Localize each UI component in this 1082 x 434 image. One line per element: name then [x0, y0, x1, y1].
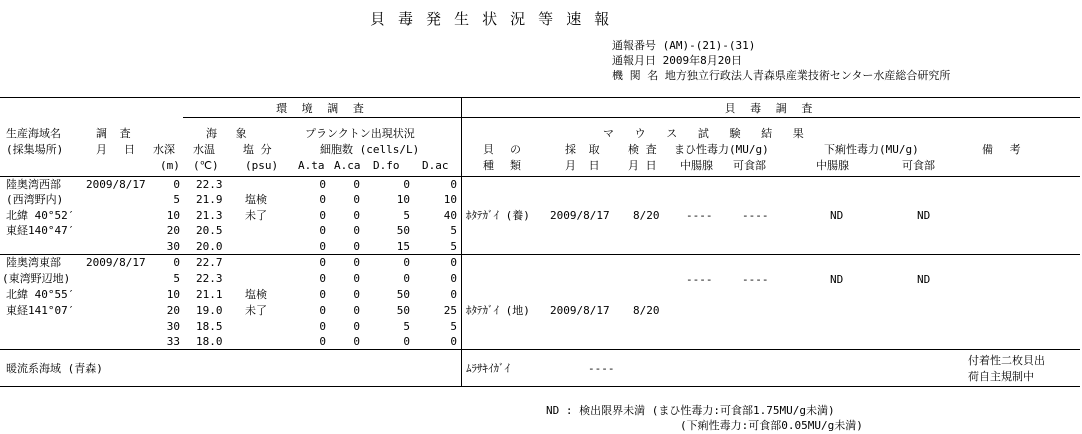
ata-cell: 0: [319, 335, 326, 348]
aca-cell: 0: [353, 256, 360, 269]
salinity-cell: 未了: [245, 304, 267, 317]
ata-cell: 0: [319, 256, 326, 269]
warm-value: ----: [588, 362, 615, 375]
remarks-header: 備 考: [982, 143, 1026, 156]
dfo-cell: 0: [403, 335, 410, 348]
depth-cell: 10: [166, 288, 180, 301]
dsp-header: 下痢性毒力(MU/g): [824, 143, 919, 156]
sampling-place-header: (採集場所): [6, 143, 64, 156]
ata-cell: 0: [319, 320, 326, 333]
shell-header-d: 類: [510, 159, 521, 172]
section2-longitude: 東経141°07′: [6, 304, 75, 317]
species-ata-header: A.ta: [298, 159, 325, 172]
psp-midgut-cell: ----: [686, 273, 713, 286]
section1-area-name: 陸奥湾西部: [6, 178, 61, 191]
temp-cell: 18.5: [196, 320, 223, 333]
ata-cell: 0: [319, 178, 326, 191]
section1-latitude: 北緯 40°52′: [6, 209, 75, 222]
warm-remark-line2: 荷自主規制中: [968, 370, 1034, 383]
ata-cell: 0: [319, 288, 326, 301]
shell-species-cell: ﾎﾀﾃｶﾞｲ (地): [466, 304, 530, 317]
collect-date-cell: 2009/8/17: [550, 209, 610, 222]
dfo-cell: 15: [396, 240, 410, 253]
warm-area-name: 暖流系海域 (青森): [6, 362, 103, 375]
temp-header: 水温: [193, 143, 215, 156]
depth-cell: 10: [166, 209, 180, 222]
psp-midgut-cell: ----: [686, 209, 713, 222]
depth-cell: 33: [166, 335, 180, 348]
warm-species: ﾑﾗｻｷｲｶﾞｲ: [466, 362, 510, 375]
survey-header: 調 査: [96, 127, 134, 140]
dsp-edible-cell: ND: [917, 273, 931, 286]
dac-cell: 5: [450, 224, 457, 237]
section2-survey-date: 2009/8/17: [86, 256, 146, 269]
aca-cell: 0: [353, 304, 360, 317]
collect-date-cell: 2009/8/17: [550, 304, 610, 317]
dac-cell: 25: [443, 304, 457, 317]
dfo-cell: 0: [403, 272, 410, 285]
dfo-cell: 50: [396, 288, 410, 301]
dac-cell: 0: [450, 288, 457, 301]
dac-cell: 0: [450, 335, 457, 348]
psp-edible-cell: ----: [742, 273, 769, 286]
ata-cell: 0: [319, 304, 326, 317]
dfo-cell: 0: [403, 178, 410, 191]
dsp-midgut-header: 中腸腺: [816, 159, 849, 172]
section2-area-name: 陸奥湾東部: [6, 256, 61, 269]
depth-header: 水深: [153, 143, 175, 156]
day-header: 日: [124, 143, 135, 156]
temp-cell: 20.5: [196, 224, 223, 237]
salinity-cell: 塩検: [245, 193, 267, 206]
species-dac-header: D.ac: [422, 159, 449, 172]
salinity-cell: 塩検: [245, 288, 267, 301]
shell-header-a: 貝: [483, 143, 494, 156]
depth-cell: 20: [166, 304, 180, 317]
report-number: 通報番号 (AM)-(21)-(31): [612, 39, 756, 52]
psp-header: まひ性毒力(MU/g): [674, 143, 769, 156]
section-divider-1: [0, 254, 1080, 255]
shell-header-b: の: [510, 143, 521, 156]
section1-place: (西湾野内): [6, 193, 64, 206]
salinity-header: 塩 分: [243, 143, 272, 156]
aca-cell: 0: [353, 224, 360, 237]
psp-midgut-header: 中腸腺: [680, 159, 713, 172]
temp-cell: 19.0: [196, 304, 223, 317]
dfo-cell: 0: [403, 256, 410, 269]
salinity-unit: (psu): [245, 159, 279, 172]
temp-cell: 22.7: [196, 256, 223, 269]
area-name-header: 生産海域名: [6, 127, 61, 140]
ata-cell: 0: [319, 209, 326, 222]
aca-cell: 0: [353, 193, 360, 206]
dac-cell: 0: [450, 178, 457, 191]
dfo-cell: 5: [403, 209, 410, 222]
dac-cell: 5: [450, 320, 457, 333]
depth-cell: 0: [173, 178, 180, 191]
temp-cell: 22.3: [196, 178, 223, 191]
temp-cell: 20.0: [196, 240, 223, 253]
temp-cell: 22.3: [196, 272, 223, 285]
table-top-border: [0, 97, 1080, 98]
depth-cell: 5: [173, 193, 180, 206]
depth-cell: 0: [173, 256, 180, 269]
collect-header: 採 取: [565, 143, 603, 156]
species-dfo-header: D.fo: [373, 159, 400, 172]
dac-cell: 0: [450, 272, 457, 285]
env-survey-header: 環 境 調 査: [276, 102, 368, 115]
temp-cell: 21.9: [196, 193, 223, 206]
depth-unit: (m): [160, 159, 180, 172]
depth-cell: 30: [166, 320, 180, 333]
mouse-test-header: マ ウ ス 試 験 結 果: [603, 127, 811, 140]
depth-cell: 20: [166, 224, 180, 237]
depth-cell: 30: [166, 240, 180, 253]
section1-survey-date: 2009/8/17: [86, 178, 146, 191]
dac-cell: 40: [443, 209, 457, 222]
section2-latitude: 北緯 40°55′: [6, 288, 75, 301]
inspect-date-cell: 8/20: [633, 304, 660, 317]
aca-cell: 0: [353, 178, 360, 191]
inspect-date-cell: 8/20: [633, 209, 660, 222]
warm-remark-line1: 付着性二枚貝出: [968, 354, 1045, 367]
temp-unit: (℃): [193, 159, 219, 172]
temp-cell: 18.0: [196, 335, 223, 348]
temp-cell: 21.1: [196, 288, 223, 301]
dsp-edible-cell: ND: [917, 209, 931, 222]
header-bottom-border: [0, 176, 1080, 177]
aca-cell: 0: [353, 209, 360, 222]
shellfish-subheader-line: [461, 117, 1080, 118]
ata-cell: 0: [319, 224, 326, 237]
dsp-midgut-cell: ND: [830, 209, 844, 222]
inspect-header: 検 査: [628, 143, 657, 156]
section2-place: (東湾野辺地): [2, 272, 71, 285]
ata-cell: 0: [319, 193, 326, 206]
dfo-cell: 50: [396, 224, 410, 237]
dfo-cell: 5: [403, 320, 410, 333]
footnote-line1: ND : 検出限界未満 (まひ性毒力:可食部1.75MU/g未満): [546, 404, 835, 417]
page-title: 貝 毒 発 生 状 況 等 速 報: [370, 10, 612, 28]
env-subheader-line: [183, 117, 461, 118]
section1-longitude: 東経140°47′: [6, 224, 75, 237]
shell-header-c: 種: [483, 159, 494, 172]
dsp-midgut-cell: ND: [830, 273, 844, 286]
dsp-edible-header: 可食部: [902, 159, 935, 172]
footnote-line2: (下痢性毒力:可食部0.05MU/g未満): [680, 419, 863, 432]
sea-condition-header: 海 象: [206, 127, 253, 140]
depth-cell: 5: [173, 272, 180, 285]
dfo-cell: 50: [396, 304, 410, 317]
psp-edible-cell: ----: [742, 209, 769, 222]
ata-cell: 0: [319, 240, 326, 253]
aca-cell: 0: [353, 288, 360, 301]
inspect-date-header: 月 日: [628, 159, 657, 172]
dac-cell: 5: [450, 240, 457, 253]
cells-header: 細胞数 (cells/L): [320, 143, 420, 156]
table-bottom-border: [0, 386, 1080, 387]
aca-cell: 0: [353, 335, 360, 348]
psp-edible-header: 可食部: [733, 159, 766, 172]
report-date: 通報月日 2009年8月20日: [612, 54, 742, 67]
dfo-cell: 10: [396, 193, 410, 206]
temp-cell: 21.3: [196, 209, 223, 222]
plankton-header: プランクトン出現状況: [305, 127, 415, 140]
shellfish-survey-header: 貝 毒 調 査: [724, 102, 817, 115]
dac-cell: 10: [443, 193, 457, 206]
aca-cell: 0: [353, 272, 360, 285]
species-aca-header: A.ca: [334, 159, 361, 172]
section-divider-2: [0, 349, 1080, 350]
aca-cell: 0: [353, 240, 360, 253]
env-shellfish-divider: [461, 97, 462, 386]
shell-species-cell: ﾎﾀﾃｶﾞｲ (養): [466, 209, 530, 222]
agency-name: 機 関 名 地方独立行政法人青森県産業技術センター水産総合研究所: [612, 69, 951, 82]
dac-cell: 0: [450, 256, 457, 269]
salinity-cell: 未了: [245, 209, 267, 222]
collect-date-header: 月 日: [565, 159, 603, 172]
ata-cell: 0: [319, 272, 326, 285]
aca-cell: 0: [353, 320, 360, 333]
month-header: 月: [96, 143, 107, 156]
